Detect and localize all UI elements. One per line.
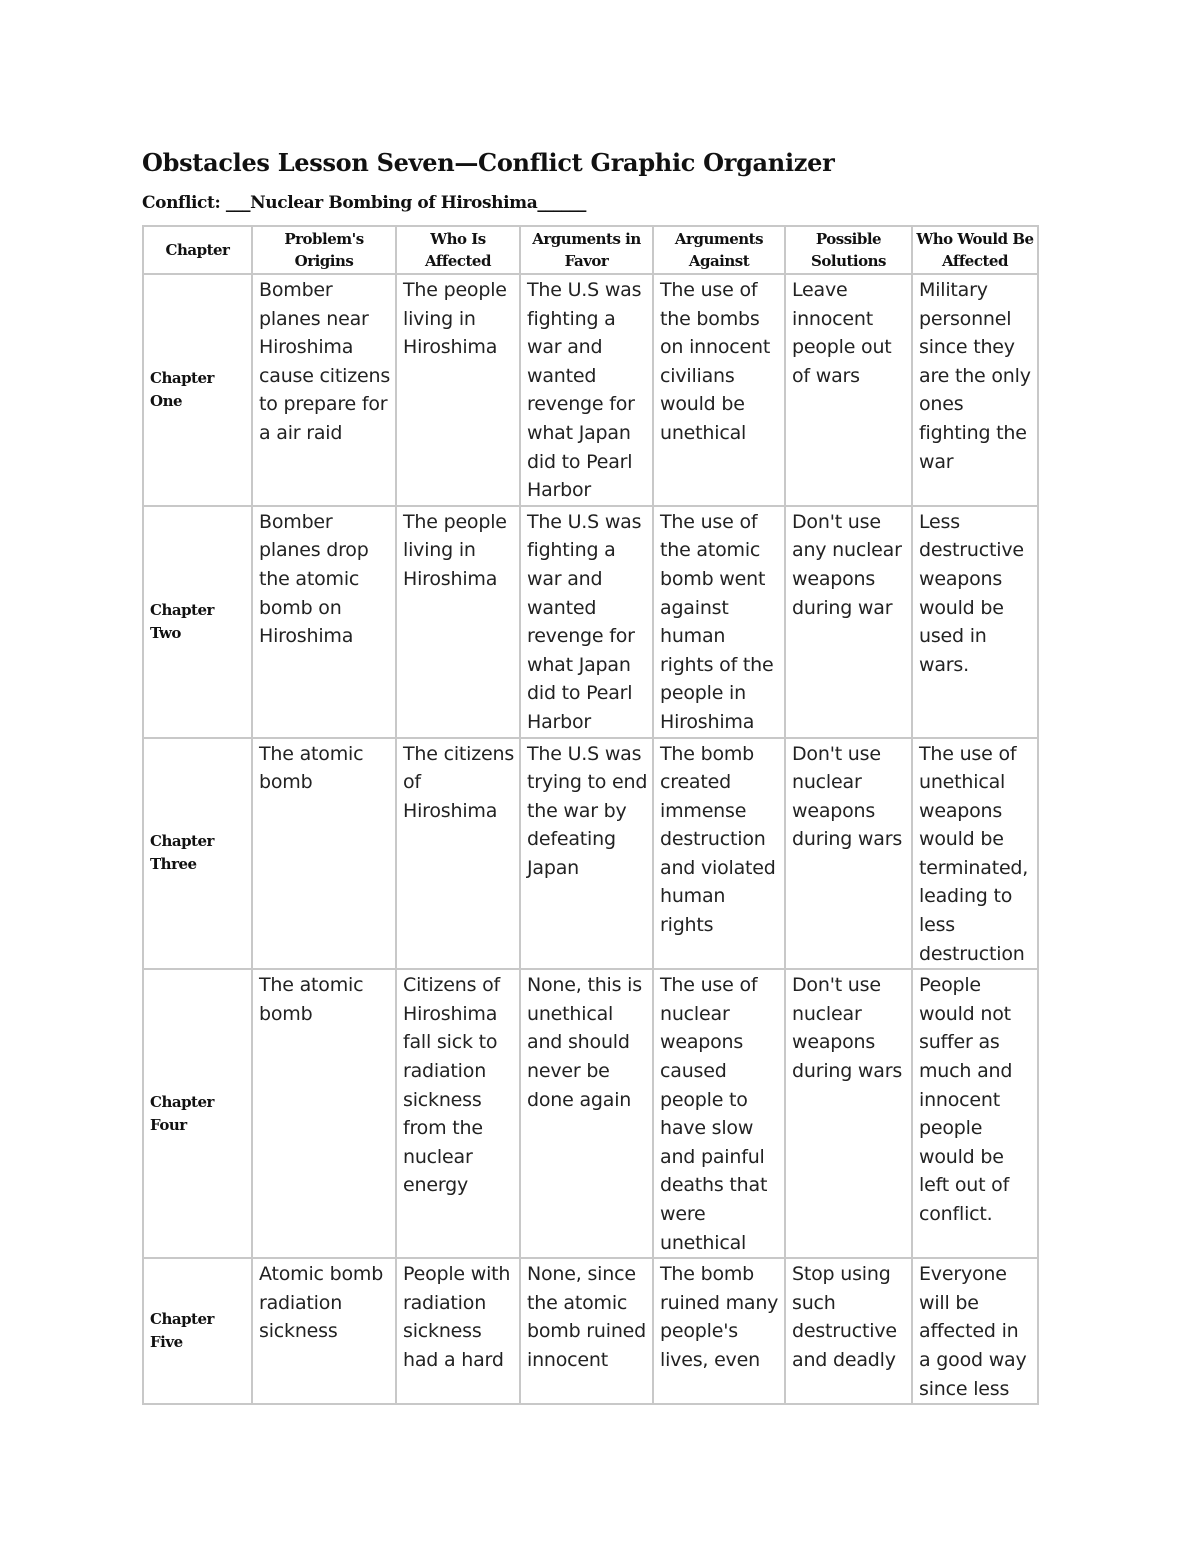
table-row — [144, 507, 1039, 739]
arguments-against-cell: The bomb ruined many people's lives, even — [654, 1259, 786, 1405]
table-row — [144, 970, 1039, 1259]
arguments-in-favor-cell: None, this is unethical and should never be done again — [521, 970, 654, 1259]
table-row — [144, 739, 1039, 971]
arguments-in-favor-cell: None, since the atomic bomb ruined innocent — [521, 1259, 654, 1405]
header-possible-solutions: Possible Solutions — [786, 227, 913, 275]
header-arguments-against: Arguments Against — [654, 227, 786, 275]
who-would-be-affected-cell: Less destructive weapons would be used in wars. — [913, 507, 1039, 739]
possible-solutions-cell: Don't use nuclear weapons during wars — [786, 739, 913, 971]
arguments-against-cell: The use of nuclear weapons caused people to have slow and painful deaths that were unethical — [654, 970, 786, 1259]
arguments-in-favor-cell: The U.S was trying to end the war by defeating Japan — [521, 739, 654, 971]
header-problems-origins: Problem's Origins — [253, 227, 397, 275]
chapter-label: Chapter Four — [144, 970, 253, 1259]
arguments-against-cell: The use of the bombs on innocent civilians would be unethical — [654, 275, 786, 507]
possible-solutions-cell: Don't use nuclear weapons during wars — [786, 970, 913, 1259]
header-chapter: Chapter — [144, 227, 253, 275]
header-arguments-in-favor: Arguments in Favor — [521, 227, 654, 275]
header-who-would-be-affected: Who Would Be Affected — [913, 227, 1039, 275]
table-row — [144, 1259, 1039, 1405]
problems-origins-cell: The atomic bomb — [253, 739, 397, 971]
conflict-organizer-table — [142, 225, 1039, 1405]
arguments-in-favor-cell: The U.S was fighting a war and wanted revenge for what Japan did to Pearl Harbor — [521, 507, 654, 739]
who-is-affected-cell: The people living in Hiroshima — [397, 507, 521, 739]
who-is-affected-cell: The people living in Hiroshima — [397, 275, 521, 507]
arguments-against-cell: The use of the atomic bomb went against human rights of the people in Hiroshima — [654, 507, 786, 739]
chapter-label: Chapter One — [144, 275, 253, 507]
who-would-be-affected-cell: Everyone will be affected in a good way since less — [913, 1259, 1039, 1405]
chapter-label: Chapter Two — [144, 507, 253, 739]
who-would-be-affected-cell: People would not suffer as much and innocent people would be left out of conflict. — [913, 970, 1039, 1259]
who-is-affected-cell: People with radiation sickness had a hard — [397, 1259, 521, 1405]
chapter-label: Chapter Five — [144, 1259, 253, 1405]
possible-solutions-cell: Stop using such destructive and deadly — [786, 1259, 913, 1405]
possible-solutions-cell: Don't use any nuclear weapons during war — [786, 507, 913, 739]
document-title: Obstacles Lesson Seven—Conflict Graphic Organizer — [142, 148, 835, 177]
chapter-label: Chapter Three — [144, 739, 253, 971]
who-would-be-affected-cell: The use of unethical weapons would be terminated, leading to less destruction — [913, 739, 1039, 971]
possible-solutions-cell: Leave innocent people out of wars — [786, 275, 913, 507]
conflict-line: Conflict: ___Nuclear Bombing of Hiroshima______ — [142, 193, 586, 213]
arguments-in-favor-cell: The U.S was fighting a war and wanted revenge for what Japan did to Pearl Harbor — [521, 275, 654, 507]
header-row — [144, 227, 1039, 275]
header-who-is-affected: Who Is Affected — [397, 227, 521, 275]
problems-origins-cell: Bomber planes near Hiroshima cause citizens to prepare for a air raid — [253, 275, 397, 507]
who-is-affected-cell: The citizens of Hiroshima — [397, 739, 521, 971]
who-is-affected-cell: Citizens of Hiroshima fall sick to radiation sickness from the nuclear energy — [397, 970, 521, 1259]
problems-origins-cell: Bomber planes drop the atomic bomb on Hiroshima — [253, 507, 397, 739]
problems-origins-cell: Atomic bomb radiation sickness — [253, 1259, 397, 1405]
arguments-against-cell: The bomb created immense destruction and violated human rights — [654, 739, 786, 971]
table-row — [144, 275, 1039, 507]
who-would-be-affected-cell: Military personnel since they are the only ones fighting the war — [913, 275, 1039, 507]
problems-origins-cell: The atomic bomb — [253, 970, 397, 1259]
